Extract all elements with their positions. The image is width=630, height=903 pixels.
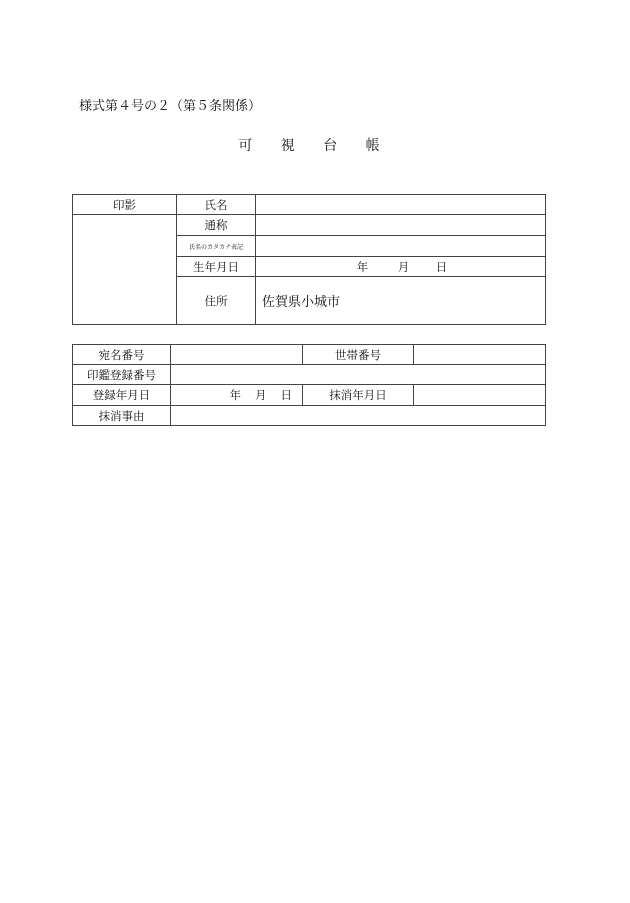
birthdate-day: 日 (435, 259, 448, 274)
alias-label: 通称 (177, 215, 256, 236)
registration-date-month: 月 (255, 388, 267, 402)
address-field[interactable]: 佐賀県小城市 (256, 277, 546, 325)
personal-info-table (72, 194, 546, 325)
birthdate-month: 月 (397, 259, 410, 274)
registration-table (72, 344, 546, 426)
registration-date-year: 年 (229, 388, 241, 402)
seal-label: 印影 (73, 195, 177, 215)
page-title: 可 視 台 帳 (238, 138, 392, 154)
addressee-number-field[interactable] (171, 345, 303, 365)
registration-date-label: 登録年月日 (73, 385, 171, 406)
cancellation-date-field[interactable] (414, 385, 546, 406)
alias-field[interactable] (256, 215, 546, 236)
seal-registration-number-label: 印鑑登録番号 (73, 365, 171, 385)
household-number-field[interactable] (414, 345, 546, 365)
cancellation-reason-label: 抹消事由 (73, 406, 171, 426)
cancellation-reason-field[interactable] (171, 406, 546, 426)
name-field[interactable] (256, 195, 546, 215)
form-number: 様式第４号の２（第５条関係） (79, 99, 262, 114)
birthdate-field[interactable] (256, 257, 546, 277)
addressee-number-label: 宛名番号 (73, 345, 171, 365)
name-label: 氏名 (177, 195, 256, 215)
registration-date-day: 日 (280, 388, 292, 402)
birthdate-year: 年 (356, 259, 369, 274)
cancellation-date-label: 抹消年月日 (303, 385, 414, 406)
address-label: 住所 (177, 277, 256, 325)
registration-date-field[interactable] (171, 385, 303, 406)
seal-impression-area (73, 215, 177, 325)
katakana-field[interactable] (256, 236, 546, 257)
katakana-label: 氏名のカタカナ表記 (177, 236, 256, 257)
birthdate-label: 生年月日 (177, 257, 256, 277)
seal-registration-number-field[interactable] (171, 365, 546, 385)
household-number-label: 世帯番号 (303, 345, 414, 365)
